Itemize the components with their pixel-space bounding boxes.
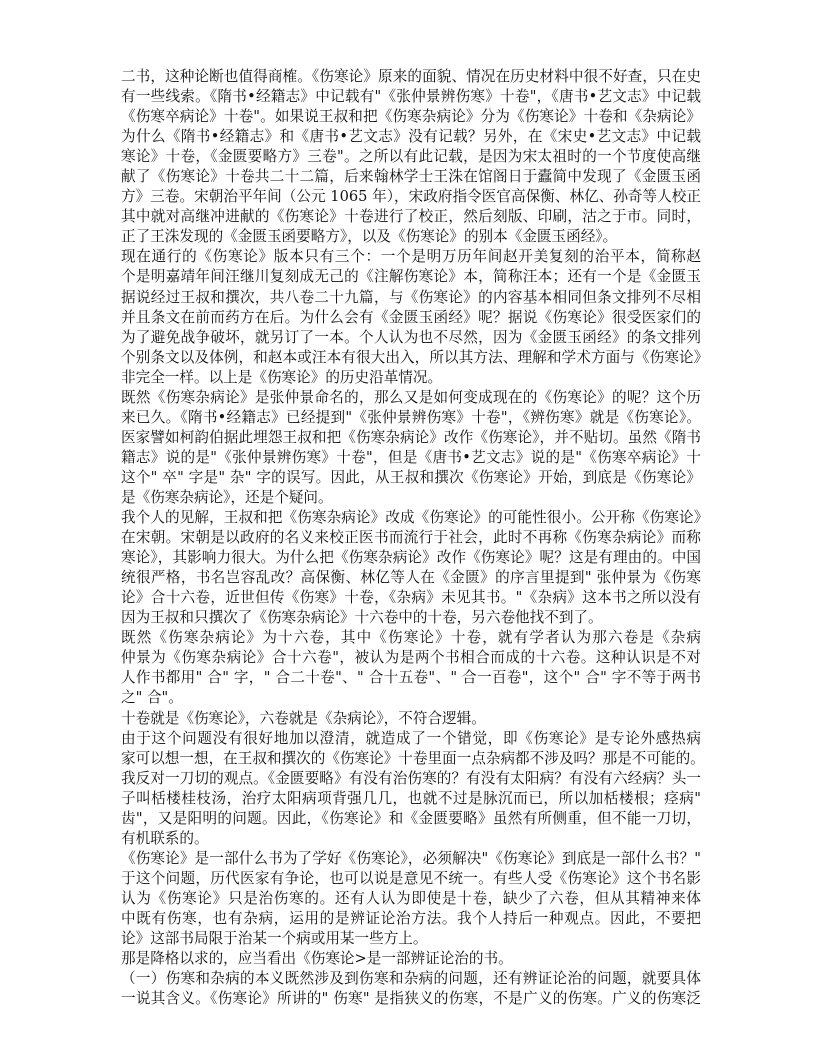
text-line: 由于这个问题没有很好地加以澄清，就造成了一个错觉，即《伤寒论》是专论外感热病 [121,729,701,747]
text-line: 寒论》十卷，《金匮要略方》三卷"。之所以有此记载，是因为宋太祖时的一个节度使高继 [121,148,701,166]
text-line: 齿"，又是阳明的问题。因此，《伤寒论》和《金匮要略》虽然有所侧重，但不能一刀切， [121,809,701,827]
text-line: 中既有伤寒，也有杂病，运用的是辨证论治方法。我个人持后一种观点。因此，不要把 [121,909,701,927]
text-line: 我个人的见解，王叔和把《伤寒杂病论》改成《伤寒论》的可能性很小。公开称《伤寒论》 [121,509,701,527]
text-line: 于这个问题，历代医家有争论，也可以说是意见不统一。有些人受《伤寒论》这个书名影 [121,869,701,887]
text-line: 一说其含义。《伤寒论》所讲的" 伤寒" 是指狭义的伤寒，不是广义的伤寒。广义的伤寒泛 [121,990,701,1008]
text-line: 医家譬如柯韵伯据此埋怨王叔和把《伤寒杂病论》改作《伤寒论》，并不贴切。虽然《隋书 [121,428,701,446]
text-line: 论》这部书局限于治某一个病或用某一些方上。 [121,930,428,948]
text-line: 是《伤寒杂病论》，还是个疑问。 [121,488,333,506]
text-line: 非完全一样。以上是《伤寒论》的历史沿革情况。 [121,368,443,386]
text-line: 并且条文在前而药方在后。为什么会有《金匮玉函经》呢？据说《伤寒论》很受医家们的 [121,308,701,326]
text-line: 在宋朝。宋朝是以政府的名义来校正医书而流行于社会，此时不再称《伤寒杂病论》而称 [121,529,701,547]
text-line: 这个" 卒" 字是" 杂" 字的误写。因此，从王叔和撰次《伤寒论》开始，到底是《伤寒论》 [121,468,701,486]
text-line: 为什么《隋书•经籍志》和《唐书•艺文志》没有记载？另外，在《宋史•艺文志》中记载 [121,128,701,146]
text-line: 正了王洙发现的《金匮玉函要略方》，以及《伤寒论》的别本《金匮玉函经》。 [121,228,618,246]
text-line: 为了避免战争破坏，就另订了一本。个人认为也不尽然，因为《金匮玉函经》的条文排列 [121,328,701,346]
text-line: 来已久。《隋书•经籍志》已经提到"《张仲景辨伤寒》十卷"，《辨伤寒》就是《伤寒论》。 [121,408,701,426]
text-line: 个别条文以及体例，和赵本或汪本有很大出入，所以其方法、理解和学术方面与《伤寒论》 [121,348,701,366]
text-line: 我反对一刀切的观点。《金匮要略》有没有治伤寒的？有没有太阳病？有没有六经病？头一 [121,769,701,787]
text-line: 人作书都用" 合" 字，" 合二十卷"、" 合十五卷"、" 合一百卷"，这个" 合" 字不等于两书 [121,669,701,687]
text-line: 献了《伤寒论》十卷共二十二篇，后来翰林学士王洙在馆阁日于蠹简中发现了《金匮玉函 [121,168,701,186]
text-line: 二书，这种论断也值得商榷。《伤寒论》原来的面貌、情况在历史材料中很不好查，只在史 [121,68,701,85]
text-line: 之" 合"。 [121,689,183,707]
text-line: 因为王叔和只撰次了《伤寒杂病论》十六卷中的十卷，另六卷他找不到了。 [121,609,603,627]
text-line: 家可以想一想，在王叔和撰次的《伤寒论》十卷里面一点杂病都不涉及吗？那是不可能的。 [121,749,705,767]
text-line: 既然《伤寒杂病论》为十六卷，其中《伤寒论》十卷，就有学者认为那六卷是《杂病 [121,629,701,647]
document-page [121,67,705,1009]
text-line: 有机联系的。 [121,829,209,847]
text-line: 认为《伤寒论》只是治伤寒的。还有人认为即使是十卷，缺少了六卷，但从其精神来体 [121,889,701,907]
text-line: 有一些线索。《隋书•经籍志》中记载有"《张仲景辨伤寒》十卷"，《唐书•艺文志》中记载 [121,88,701,106]
text-line: （一）伤寒和杂病的本义既然涉及到伤寒和杂病的问题，还有辨证论治的问题，就要具体 [121,970,701,988]
text-line: 子叫栝楼桂枝汤，治疗太阳病项背强几几，也就不过是脉沉而已，所以加栝楼根；痉病" [121,789,701,807]
text-line: 统很严格，书名岂容乱改？高保衡、林亿等人在《金匮》的序言里提到" 张仲景为《伤寒 [121,569,701,587]
text-line: 现在通行的《伤寒论》版本只有三个：一个是明万历年间赵开美复刻的治平本，简称赵 [121,248,701,266]
text-line: 《伤寒论》是一部什么书为了学好《伤寒论》，必须解决"《伤寒论》到底是一部什么书？" [121,849,701,867]
text-line: 据说经过王叔和撰次，共八卷二十九篇，与《伤寒论》的内容基本相同但条文排列不尽相 [121,288,701,306]
text-line: 十卷就是《伤寒论》，六卷就是《杂病论》，不符合逻辑。 [121,709,486,727]
text-line: 方》三卷。宋朝治平年间（公元 1065 年），宋政府指令医官高保衡、林亿、孙奇等人校正 [121,188,701,206]
text-line: 个是明嘉靖年间汪继川复刻成无己的《注解伤寒论》本，简称汪本；还有一个是《金匮玉 [121,268,701,286]
text-line: 《伤寒卒病论》十卷"。如果说王叔和把《伤寒杂病论》分为《伤寒论》十卷和《杂病论》 [121,108,701,126]
text-line: 仲景为《伤寒杂病论》合十六卷"，被认为是两个书相合而成的十六卷。这种认识是不对 [121,649,701,667]
text-line: 那是降格以求的，应当看出《伤寒论>是一部辨证论治的书。 [121,950,513,968]
text-line: 籍志》说的是"《张仲景辨伤寒》十卷"，但是《唐书•艺文志》说的是"《伤寒卒病论》十 [121,448,701,466]
text-line: 其中就对高继冲进献的《伤寒论》十卷进行了校正，然后刻版、印刷，沽之于市。同时， [121,208,701,226]
text-line: 寒论》，其影响力很大。为什么把《伤寒杂病论》改作《伤寒论》呢？这是有理由的。中国 [121,549,701,567]
text-line: 既然《伤寒杂病论》是张仲景命名的，那么又是如何变成现在的《伤寒论》的呢？这个历 [121,388,701,406]
text-line: 论》合十六卷，近世但传《伤寒》十卷，《杂病》未见其书。"《杂病》这本书之所以没有 [121,589,701,607]
